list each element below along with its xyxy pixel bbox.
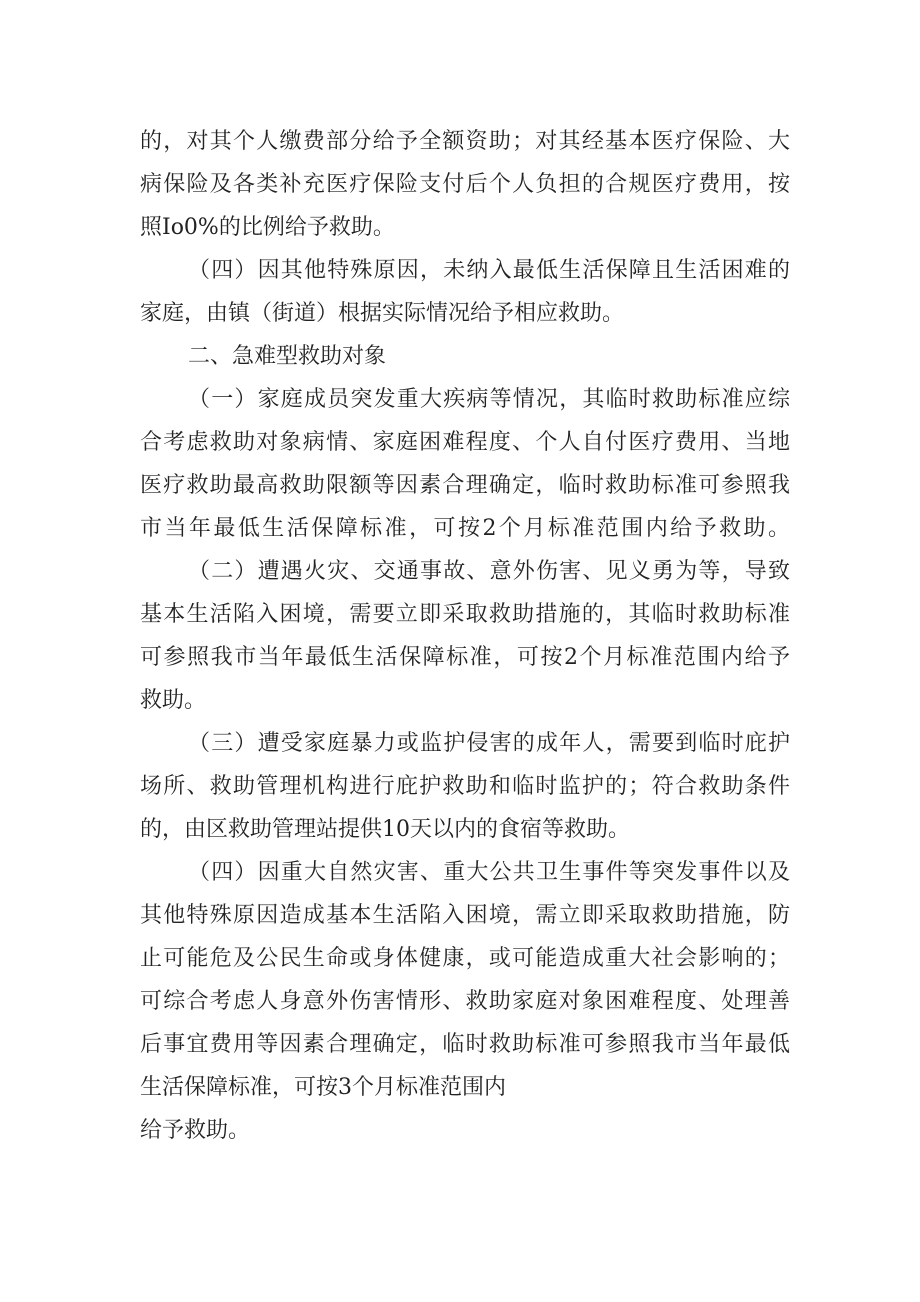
text-line: 可综合考虑人身意外伤害情形、救助家庭对象困难程度、处理善 (140, 989, 790, 1014)
text-line: 其他特殊原因造成基本生活陷入困境，需立即采取救助措施，防 (140, 903, 790, 928)
text-line: 市当年最低生活保障标准，可按2个月标准范围内给予救助。 (140, 516, 790, 541)
text-line: 场所、救助管理机构进行庇护救助和临时监护的；符合救助条件 (140, 774, 790, 799)
text-line: 可参照我市当年最低生活保障标准，可按2个月标准范围内给予 (140, 645, 790, 670)
text-line: 家庭，由镇（街道）根据实际情况给予相应救助。 (140, 301, 625, 326)
text-line: （四）因重大自然灾害、重大公共卫生事件等突发事件以及 (188, 860, 790, 885)
text-line: （三）遭受家庭暴力或监护侵害的成年人，需要到临时庇护 (188, 731, 790, 756)
text-line: 合考虑救助对象病情、家庭困难程度、个人自付医疗费用、当地 (140, 430, 790, 455)
text-line: 基本生活陷入困境，需要立即采取救助措施的，其临时救助标准 (140, 602, 790, 627)
text-line: 的，对其个人缴费部分给予全额资助；对其经基本医疗保险、大 (140, 129, 790, 154)
text-line: 的，由区救助管理站提供10天以内的食宿等救助。 (140, 817, 630, 842)
text-line: （一）家庭成员突发重大疾病等情况，其临时救助标准应综 (188, 387, 790, 412)
text-line: 给予救助。 (140, 1118, 251, 1143)
text-line: （四）因其他特殊原因，未纳入最低生活保障且生活困难的 (188, 258, 790, 283)
text-line: 止可能危及公民生命或身体健康，或可能造成重大社会影响的； (140, 946, 790, 971)
text-line: 病保险及各类补充医疗保险支付后个人负担的合规医疗费用，按 (140, 172, 790, 197)
text-line: 救助。 (140, 688, 207, 713)
text-line: 照Io0%的比例给予救助。 (140, 215, 395, 240)
text-line: 生活保障标准，可按3个月标准范围内 (140, 1075, 506, 1100)
text-line: 后事宜费用等因素合理确定，临时救助标准可参照我市当年最低 (140, 1032, 790, 1057)
text-line: 医疗救助最高救助限额等因素合理确定，临时救助标准可参照我 (140, 473, 790, 498)
text-line: （二）遭遇火灾、交通事故、意外伤害、见义勇为等，导致 (188, 559, 790, 584)
section-heading: 二、急难型救助对象 (188, 344, 387, 369)
